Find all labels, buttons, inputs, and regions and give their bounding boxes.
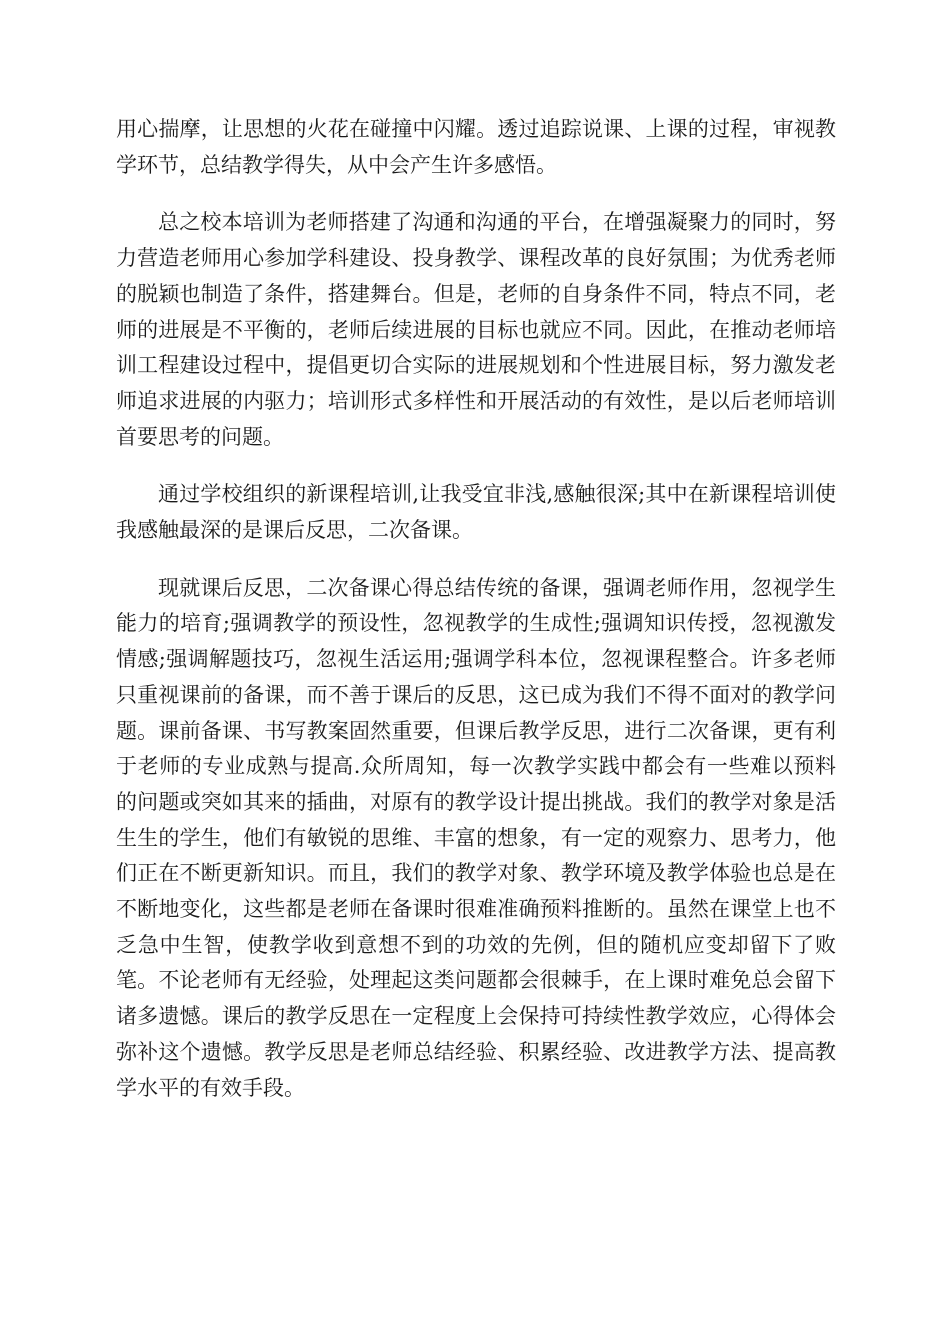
paragraph-1: 用心揣摩，让思想的火花在碰撞中闪耀。透过追踪说课、上课的过程，审视教学环节，总结教学得失，从中会产生许多感悟。 — [116, 117, 836, 177]
paragraph-4: 现就课后反思，二次备课心得总结传统的备课，强调老师作用，忽视学生能力的培育;强调教学的预设性，忽视教学的生成性;强调知识传授，忽视激发情感;强调解题技巧，忽视生活运用;强调学科本位，忽视课程整合。许多老师只重视课前的备课，而不善于课后的反思，这已成为我们不得不面对的教学问题。课前备课、书写教案固然重要，但课后教学反思，进行二次备课，更有利于老师的专业成熟与提高.众所周知，每一次教学实践中都会有一些难以预料的问题或突如其来的插曲，对原有的教学设计提出挑战。我们的教学对象是活生生的学生，他们有敏锐的思维、丰富的想象，有一定的观察力、思考力，他们正在不断更新知识。而且，我们的教学对象、教学环境及教学体验也总是在不断地变化，这些都是老师在备课时很难准确预料推断的。虽然在课堂上也不乏急中生智，使教学收到意想不到的功效的先例，但的随机应变却留下了败笔。不论老师有无经验，处理起这类问题都会很棘手，在上课时难免总会留下诸多遗憾。课后的教学反思在一定程度上会保持可持续性教学效应，心得体会弥补这个遗憾。教学反思是老师总结经验、积累经验、改进教学方法、提高教学水平的有效手段。 — [116, 575, 836, 1100]
paragraph-2: 总之校本培训为老师搭建了沟通和沟通的平台，在增强凝聚力的同时，努力营造老师用心参加学科建设、投身教学、课程改革的良好氛围；为优秀老师的脱颖也制造了条件，搭建舞台。但是，老师的自身条件不同，特点不同，老师的进展是不平衡的，老师后续进展的目标也就应不同。因此，在推动老师培训工程建设过程中，提倡更切合实际的进展规划和个性进展目标，努力激发老师追求进展的内驱力；培训形式多样性和开展活动的有效性，是以后老师培训首要思考的问题。 — [116, 210, 836, 449]
document-body — [116, 112, 836, 1128]
paragraph-3: 通过学校组织的新课程培训,让我受宜非浅,感触很深;其中在新课程培训使我感触最深的是课后反思，二次备课。 — [116, 482, 836, 543]
